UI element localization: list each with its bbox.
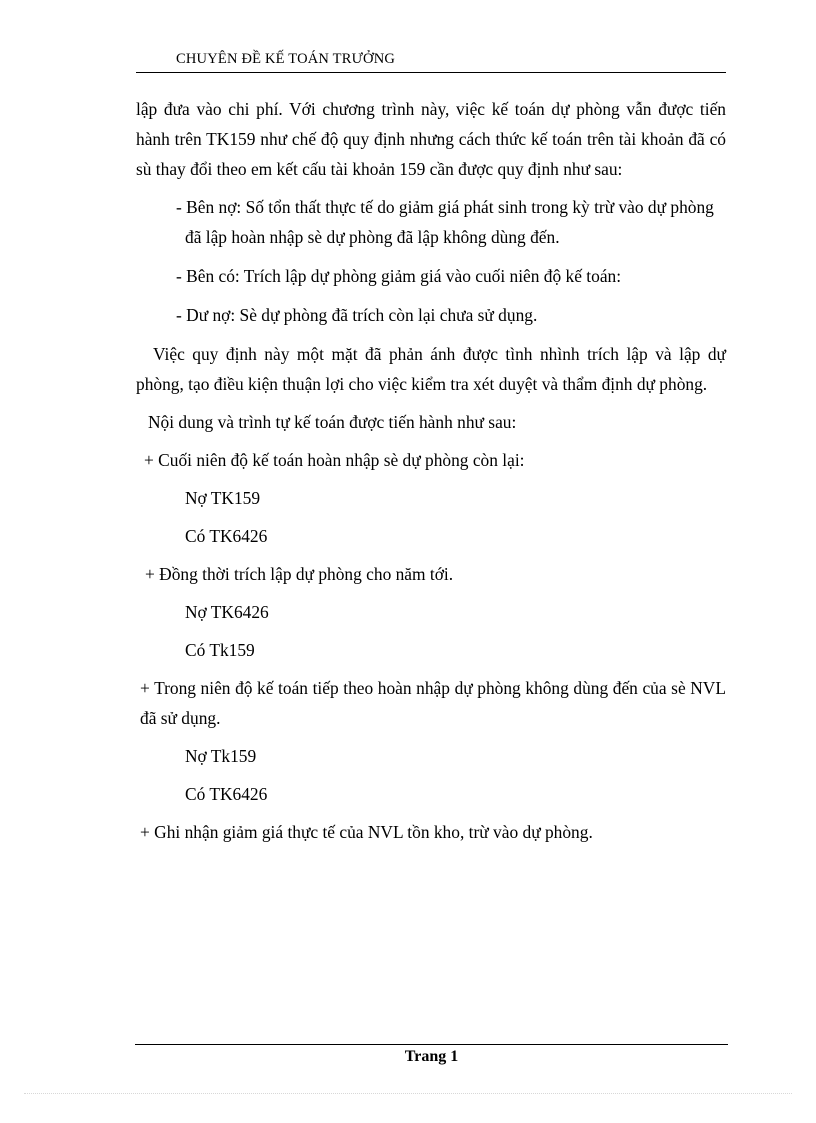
document-body [136, 94, 726, 855]
footer-divider [135, 1044, 728, 1045]
credit-side-item: - Bên có: Trích lập dự phòng giảm giá vào cuối niên độ kế toán: [176, 266, 622, 286]
step-2-credit-entry: Có Tk159 [185, 640, 255, 660]
header-title: CHUYÊN ĐỀ KẾ TOÁN TRƯỞNG [176, 51, 396, 67]
regulation-paragraph: Việc quy định này một mặt đã phản ánh được tình nhình trích lập và lập dự phòng, tạo điều kiện thuận lợi cho việc kiểm tra xét duyệt và thẩm định dự phòng. [136, 344, 726, 394]
intro-paragraph: lập đưa vào chi phí. Với chương trình này, việc kế toán dự phòng vẫn được tiến hành trên TK159 như chế độ quy định nhưng cách thức kế toán trên tài khoản đã có sù thay đổi theo em kết cấu tài khoản 159 cần được quy định như sau: [136, 99, 726, 179]
procedure-intro: Nội dung và trình tự kế toán được tiến hành như sau: [148, 412, 517, 432]
page-number: Trang 1 [404, 1048, 459, 1065]
step-1-credit-entry: Có TK6426 [185, 526, 268, 546]
step-2-debit-entry: Nợ TK6426 [185, 602, 269, 622]
debit-balance-item: - Dư nợ: Sè dự phòng đã trích còn lại chưa sử dụng. [176, 305, 538, 325]
step-2: + Đồng thời trích lập dự phòng cho năm tới. [145, 564, 454, 584]
step-4: + Ghi nhận giảm giá thực tế của NVL tồn kho, trừ vào dự phòng. [140, 822, 593, 842]
step-1-debit-entry: Nợ TK159 [185, 488, 261, 508]
page-bottom-edge [24, 1093, 792, 1094]
step-1: + Cuối niên độ kế toán hoàn nhập sè dự phòng còn lại: [144, 450, 525, 470]
page-header [136, 50, 726, 73]
step-3-credit-entry: Có TK6426 [185, 784, 268, 804]
step-3: + Trong niên độ kế toán tiếp theo hoàn nhập dự phòng không dùng đến của sè NVL đã sử dụng. [140, 678, 726, 728]
step-3-debit-entry: Nợ Tk159 [185, 746, 257, 766]
debit-side-item: - Bên nợ: Số tổn thất thực tế do giảm giá phát sinh trong kỳ trừ vào dự phòng đã lập hoàn nhập sè dự phòng đã lập không dùng đến. [176, 197, 714, 247]
